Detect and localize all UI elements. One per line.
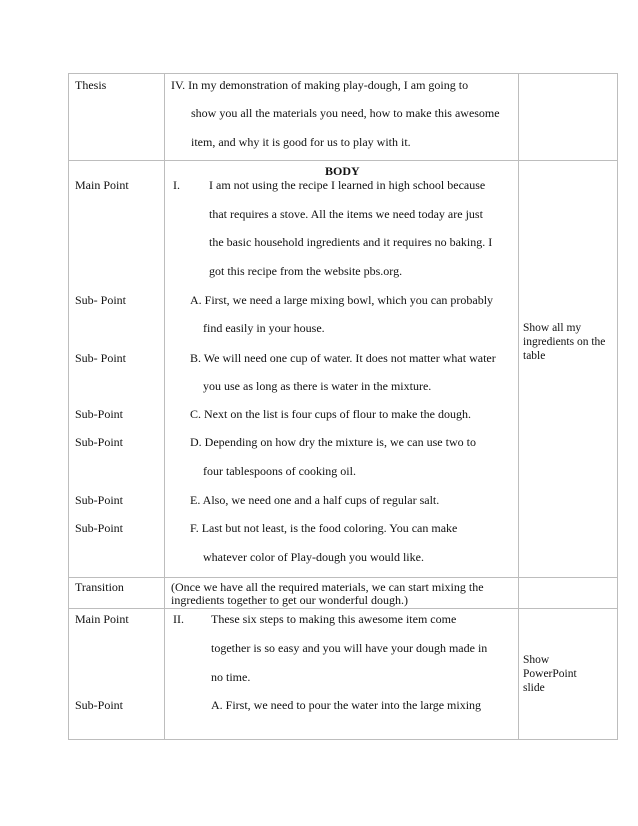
sub-point-line: C. Next on the list is four cups of flour to make the dough. bbox=[190, 407, 471, 421]
sub-point-line: find easily in your house. bbox=[203, 321, 325, 335]
row-label: Sub-Point bbox=[75, 698, 124, 712]
row-label: Sub- Point bbox=[75, 351, 127, 365]
sub-point-line: D. Depending on how dry the mixture is, we can use two to bbox=[190, 435, 476, 449]
thesis-line: IV. In my demonstration of making play-dough, I am going to bbox=[171, 78, 469, 92]
row-label: Sub-Point bbox=[75, 521, 124, 535]
transition-line: (Once we have all the required materials, we can start mixing the bbox=[171, 580, 484, 594]
sub-point-line: four tablespoons of cooking oil. bbox=[203, 464, 356, 478]
sub-point-line: whatever color of Play-dough you would like. bbox=[203, 550, 424, 564]
main-point-line: the basic household ingredients and it requires no baking. I bbox=[209, 235, 493, 249]
sub-point-line: you use as long as there is water in the mixture. bbox=[203, 379, 432, 393]
thesis-row bbox=[69, 74, 618, 161]
sub-point-line: E. Also, we need one and a half cups of regular salt. bbox=[190, 493, 440, 507]
main-point-line: that requires a stove. All the items we need today are just bbox=[209, 207, 483, 221]
section-heading: BODY bbox=[325, 164, 360, 178]
row-label: Sub- Point bbox=[75, 293, 127, 307]
presenter-note: Show PowerPoint slide bbox=[523, 654, 577, 694]
row-label: Thesis bbox=[75, 78, 107, 92]
row-label: Sub-Point bbox=[75, 407, 124, 421]
main-point-line: no time. bbox=[211, 670, 251, 684]
main-point-number: I. bbox=[173, 178, 180, 192]
body-row bbox=[69, 161, 618, 578]
row-label: Sub-Point bbox=[75, 435, 124, 449]
sub-point-line: A. First, we need to pour the water into the large mixing bbox=[211, 698, 482, 712]
main-point-line: together is so easy and you will have your dough made in bbox=[211, 641, 488, 655]
sub-point-line: B. We will need one cup of water. It does not matter what water bbox=[190, 351, 496, 365]
thesis-line: item, and why it is good for us to play with it. bbox=[191, 135, 411, 149]
transition-line: ingredients together to get our wonderful dough.) bbox=[171, 593, 408, 607]
row-label: Transition bbox=[75, 580, 124, 594]
row-label: Sub-Point bbox=[75, 493, 124, 507]
presenter-note: Show all my ingredients on the table bbox=[523, 322, 606, 362]
main-point-line: got this recipe from the website pbs.org. bbox=[209, 264, 403, 278]
sub-point-line: A. First, we need a large mixing bowl, which you can probably bbox=[190, 293, 494, 307]
row-label: Main Point bbox=[75, 178, 129, 192]
transition-row bbox=[69, 578, 618, 609]
speech-outline-table bbox=[68, 73, 618, 740]
row-label: Main Point bbox=[75, 612, 129, 626]
main-point-number: II. bbox=[173, 612, 184, 626]
main-point-line: I am not using the recipe I learned in high school because bbox=[209, 178, 486, 192]
sub-point-line: F. Last but not least, is the food coloring. You can make bbox=[190, 521, 458, 535]
main-point-line: These six steps to making this awesome item come bbox=[211, 612, 457, 626]
thesis-line: show you all the materials you need, how to make this awesome bbox=[191, 106, 500, 120]
main-point-2-row bbox=[69, 609, 618, 740]
